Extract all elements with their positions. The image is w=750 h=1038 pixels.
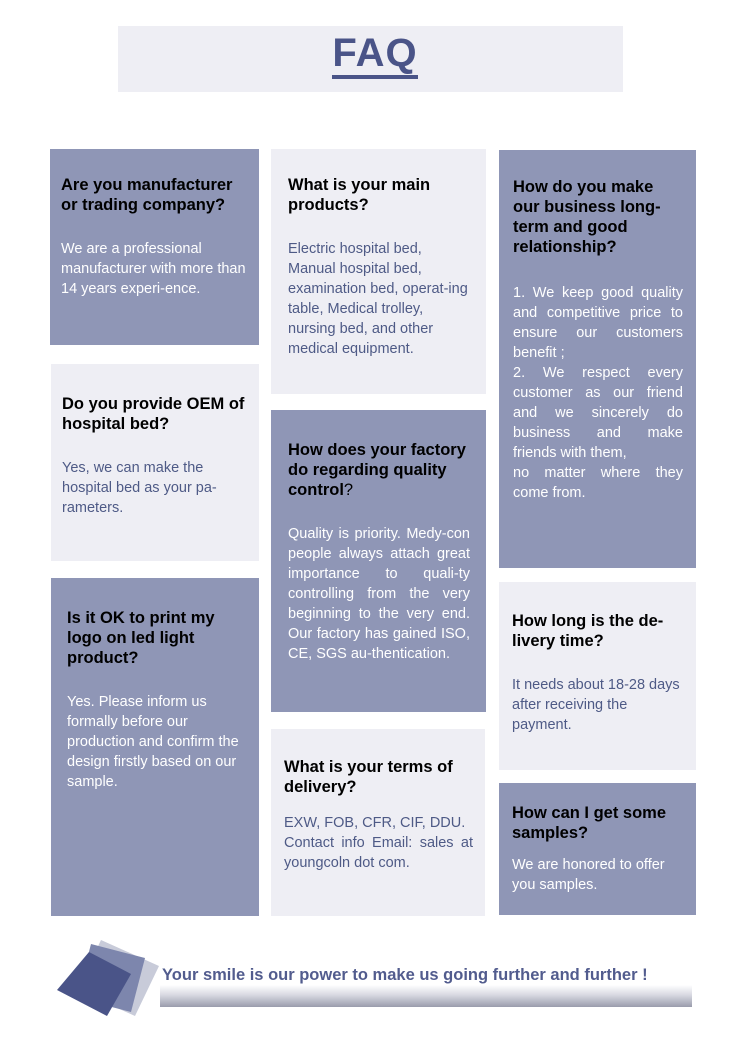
faq-question: Do you provide OEM of hospital bed? xyxy=(62,395,245,433)
faq-question: Are you manufacturer or trading company? xyxy=(61,176,233,214)
faq-card-relationship xyxy=(499,150,696,568)
faq-card-manufacturer xyxy=(50,149,259,345)
faq-question-text: How does your factory do regarding quality control xyxy=(288,441,466,499)
decorative-squares-logo xyxy=(55,938,165,1018)
faq-card-delivery-time xyxy=(499,582,696,770)
faq-answer: It needs about 18-28 days after receiving the payment. xyxy=(512,677,680,733)
faq-card-samples xyxy=(499,783,696,915)
faq-answer: We are a professional manufacturer with more than 14 years experi-ence. xyxy=(61,241,246,297)
faq-answer: EXW, FOB, CFR, CIF, DDU. Contact info Email: sales at youngcoln dot com. xyxy=(284,815,473,871)
faq-question xyxy=(288,440,470,500)
faq-card-products xyxy=(271,149,486,394)
faq-question: What is your terms of delivery? xyxy=(284,758,453,796)
faq-question: How long is the de-livery time? xyxy=(512,612,664,650)
faq-answer: Yes, we can make the hospital bed as your pa-rameters. xyxy=(62,460,217,516)
faq-question-suffix: ? xyxy=(343,481,354,499)
faq-answer: Yes. Please inform us formally before our production and confirm the design firstly based on our sample. xyxy=(67,694,239,790)
faq-answer: Quality is priority. Medy-con people always attach great importance to quali-ty controlling from the very beginning to the very end. Our factory has gained ISO, CE, SGS au-thentication. xyxy=(288,526,470,662)
slogan-bar xyxy=(160,985,692,1007)
faq-card-logo xyxy=(51,578,259,916)
faq-answer: 1. We keep good quality and competitive price to ensure our customers benefit ; 2. We respect every customer as our friend and we sincerely do business and make friends with them, no matter where they come from. xyxy=(513,285,683,501)
faq-card-delivery-terms xyxy=(271,729,485,916)
page-title xyxy=(0,28,750,78)
faq-answer: We are honored to offer you samples. xyxy=(512,857,665,893)
faq-question: What is your main products? xyxy=(288,176,431,214)
faq-answer: Electric hospital bed, Manual hospital bed, examination bed, operat-ing table, Medical trolley, nursing bed, and other medical equipment. xyxy=(288,241,468,357)
slogan: Your smile is our power to make us going further and further ! xyxy=(162,966,648,984)
faq-question: How can I get some samples? xyxy=(512,804,667,842)
page-title-text: FAQ xyxy=(332,31,417,79)
faq-card-oem xyxy=(51,364,259,561)
faq-card-quality xyxy=(271,410,486,712)
faq-question: Is it OK to print my logo on led light product? xyxy=(67,609,215,667)
faq-question: How do you make our business long-term and good relationship? xyxy=(513,178,661,256)
